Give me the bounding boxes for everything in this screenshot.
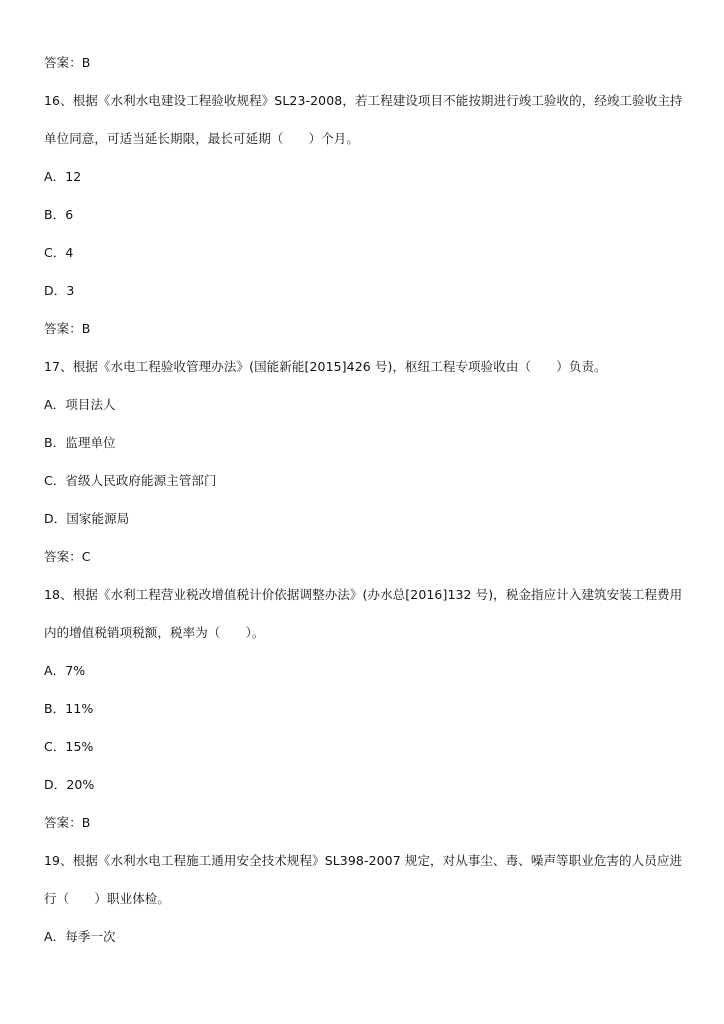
- question-17-option-c: C．省级人民政府能源主管部门: [44, 473, 217, 488]
- answer-17: 答案：C: [44, 549, 91, 564]
- answer-15: 答案：B: [44, 55, 91, 70]
- answer-18: 答案：B: [44, 815, 91, 830]
- question-18-text: 18、根据《水利工程营业税改增值税计价依据调整办法》(办水总[2016]132 号)，税金指应计入建筑安装工程费用: [44, 587, 683, 602]
- question-18-text-cont: 内的增值税销项税额，税率为（ ）。: [44, 625, 265, 640]
- question-16-text: 16、根据《水利水电建设工程验收规程》SL23-2008，若工程建设项目不能按期进行竣工验收的，经竣工验收主持: [44, 93, 683, 108]
- question-17-option-d: D．国家能源局: [44, 511, 130, 526]
- question-19-option-a: A．每季一次: [44, 929, 116, 944]
- question-16-option-a: A．12: [44, 169, 82, 184]
- question-17-text: 17、根据《水电工程验收管理办法》(国能新能[2015]426 号)，枢纽工程专项验收由（ ）负责。: [44, 359, 607, 374]
- question-18-option-c: C．15%: [44, 739, 94, 754]
- question-16-text-cont: 单位同意，可适当延长期限，最长可延期（ ）个月。: [44, 131, 360, 146]
- question-16-option-d: D．3: [44, 283, 75, 298]
- question-19-text: 19、根据《水利水电工程施工通用安全技术规程》SL398-2007 规定，对从事尘、毒、噪声等职业危害的人员应进: [44, 853, 683, 868]
- question-17-option-a: A．项目法人: [44, 397, 116, 412]
- question-16-option-c: C．4: [44, 245, 74, 260]
- question-16-option-b: B．6: [44, 207, 74, 222]
- question-18-option-b: B．11%: [44, 701, 94, 716]
- question-18-option-a: A．7%: [44, 663, 86, 678]
- answer-16: 答案：B: [44, 321, 91, 336]
- question-18-option-d: D．20%: [44, 777, 95, 792]
- question-17-option-b: B．监理单位: [44, 435, 116, 450]
- question-19-text-cont: 行（ ）职业体检。: [44, 891, 171, 906]
